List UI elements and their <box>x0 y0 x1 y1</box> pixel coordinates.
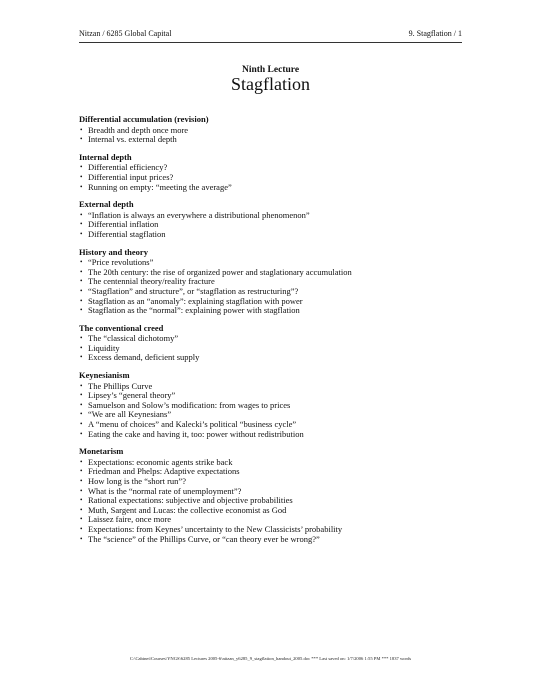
bullet-item: • Eating the cake and having it, too: power without redistribution <box>79 430 481 440</box>
bullet-item: • What is the “normal rate of unemployment”? <box>79 487 481 497</box>
header-page: 9. Stagflation / 1 <box>408 29 462 38</box>
bullet-list <box>79 258 481 316</box>
bullet-item: • Lipsey’s “general theory” <box>79 391 481 401</box>
bullet-item: • Muth, Sargent and Lucas: the collective economist as God <box>79 506 481 516</box>
bullet-item: • Stagflation as the “normal”: explaining power with stagflation <box>79 306 481 316</box>
bullet-list <box>79 382 481 440</box>
bullet-item: • Expectations: from Keynes’ uncertainty to the New Classicists’ probability <box>79 525 481 535</box>
bullet-item: • Laissez faire, once more <box>79 515 481 525</box>
bullet-item: • Stagflation as an “anomaly”: explaining stagflation with power <box>79 297 481 307</box>
section-heading: Keynesianism <box>79 370 130 381</box>
section-heading: External depth <box>79 199 134 210</box>
bullet-item: • Expectations: economic agents strike back <box>79 458 481 468</box>
bullet-item: • Samuelson and Solow’s modification: from wages to prices <box>79 401 481 411</box>
bullet-list <box>79 211 481 240</box>
lecture-label: Ninth Lecture <box>241 65 300 75</box>
outline-section <box>79 324 481 363</box>
section-heading: Differential accumulation (revision) <box>79 114 209 124</box>
bullet-list <box>79 334 481 363</box>
bullet-list <box>79 458 481 544</box>
bullet-item: • Excess demand, deficient supply <box>79 353 481 363</box>
section-heading: Monetarism <box>79 446 124 457</box>
bullet-item: • The “science” of the Phillips Curve, or “can theory ever be wrong?” <box>79 535 481 545</box>
bullet-item: • Internal vs. external depth <box>79 135 481 145</box>
bullet-list <box>79 163 481 192</box>
section-heading: History and theory <box>79 246 148 257</box>
document-footer: C:\Cabinet\Courses\YNGS\6285 Lectures 2005-6\nitzan_y6285_9_stagflation_handout_2005.doc *** Last saved on: 1/7/2006 1:55 PM *** 1837 words <box>129 656 412 661</box>
outline-content <box>79 115 481 552</box>
bullet-item: • The Phillips Curve <box>79 382 481 392</box>
bullet-item: • Running on empty: “meeting the average” <box>79 183 481 193</box>
bullet-item: • Friedman and Phelps: Adaptive expectations <box>79 467 481 477</box>
outline-section <box>79 200 481 239</box>
bullet-item: • The centennial theory/reality fracture <box>79 277 481 287</box>
bullet-item: • Differential input prices? <box>79 173 481 183</box>
header-course: Nitzan / 6285 Global Capital <box>79 29 172 38</box>
outline-section <box>79 447 481 544</box>
outline-section <box>79 371 481 439</box>
bullet-list <box>79 126 481 145</box>
bullet-item: • Differential efficiency? <box>79 163 481 173</box>
section-heading: Internal depth <box>79 151 132 162</box>
bullet-item: • Differential inflation <box>79 220 481 230</box>
bullet-item: • “Price revolutions” <box>79 258 481 268</box>
bullet-item: • Rational expectations: subjective and objective probabilities <box>79 496 481 506</box>
bullet-item: • How long is the “short run”? <box>79 477 481 487</box>
running-header <box>79 29 462 38</box>
bullet-item: • Liquidity <box>79 344 481 354</box>
bullet-item: • The “classical dichotomy” <box>79 334 481 344</box>
page-title: Stagflation <box>231 74 310 94</box>
section-heading: The conventional creed <box>79 322 164 333</box>
header-divider <box>79 42 462 43</box>
bullet-item: • The 20th century: the rise of organized power and staglationary accumulation <box>79 268 481 278</box>
outline-section <box>79 153 481 192</box>
bullet-item: • Breadth and depth once more <box>79 126 481 136</box>
bullet-item: • Differential stagflation <box>79 230 481 240</box>
outline-section <box>79 115 481 145</box>
bullet-item: • A “menu of choices” and Kalecki’s political “business cycle” <box>79 420 481 430</box>
bullet-item: • “We are all Keynesians” <box>79 410 481 420</box>
bullet-item: • “Inflation is always an everywhere a distributional phenomenon” <box>79 211 481 221</box>
outline-section <box>79 248 481 316</box>
bullet-item: • “Stagflation” and structure”, or “stagflation as restructuring”? <box>79 287 481 297</box>
